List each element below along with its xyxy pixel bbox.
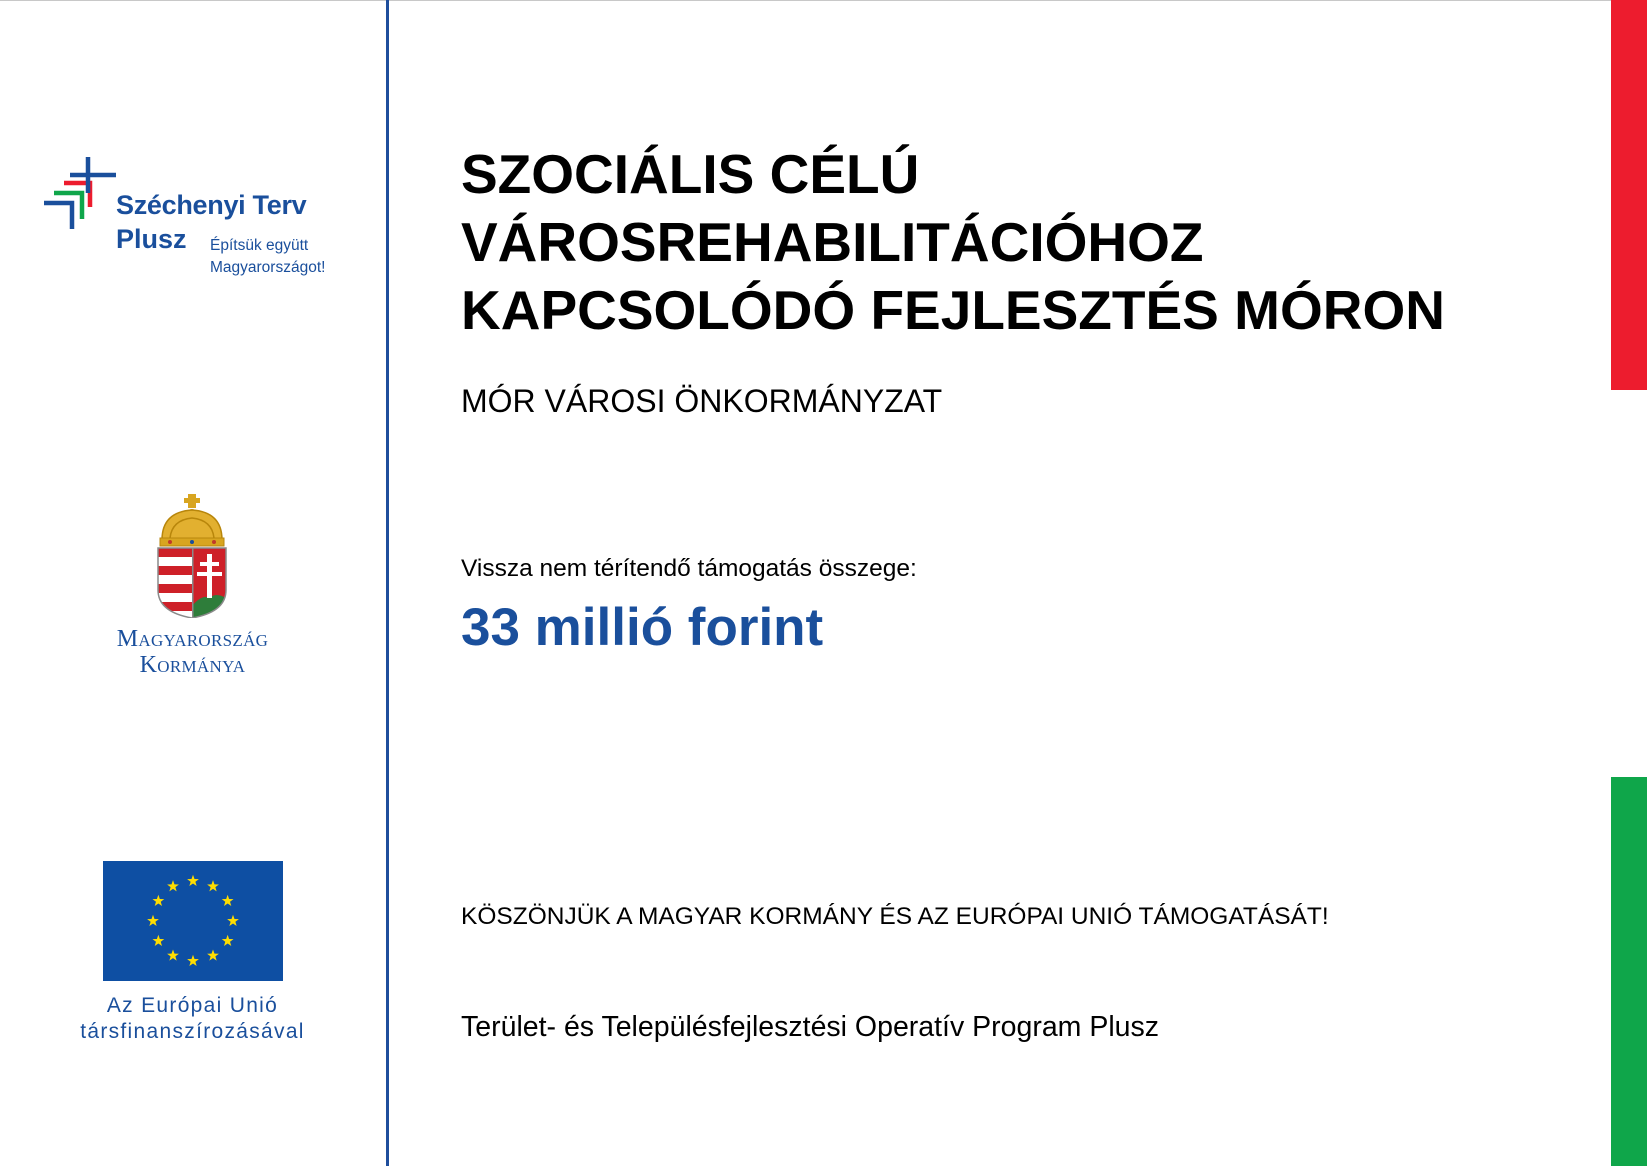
- hungarian-coat-of-arms-icon: [156, 494, 228, 618]
- flag-stripe-green: [1611, 777, 1647, 1166]
- thanks-message: KÖSZÖNJÜK A MAGYAR KORMÁNY ÉS AZ EURÓPAI UNIÓ TÁMOGATÁSÁT!: [461, 903, 1329, 930]
- support-amount-label: Vissza nem térítendő támogatás összege:: [461, 555, 917, 582]
- eu-flag-icon: [103, 861, 283, 981]
- slogan-line-2: Magyarországot!: [210, 259, 326, 276]
- slogan-line-1: Építsük együtt: [210, 237, 309, 254]
- beneficiary-name: MÓR VÁROSI ÖNKORMÁNYZAT: [461, 383, 943, 419]
- program-name: Terület- és Településfejlesztési Operatív Program Plusz: [461, 1011, 1160, 1043]
- top-border: [0, 0, 1647, 1]
- project-title: [461, 140, 1445, 344]
- eu-cofinancing-text: [40, 993, 345, 1045]
- szechenyi-logo-plusz: Plusz: [116, 224, 187, 254]
- project-title-line: KAPCSOLÓDÓ FEJLESZTÉS MÓRON: [461, 279, 1445, 341]
- szechenyi-terv-plusz-logo: [44, 157, 364, 277]
- government-logo-text: [60, 626, 325, 678]
- szechenyi-logo-name: Széchenyi Terv: [116, 190, 307, 220]
- eu-text-line-2: társfinanszírozásával: [80, 1020, 305, 1043]
- support-amount-value: 33 millió forint: [461, 598, 824, 657]
- project-title-line: SZOCIÁLIS CÉLÚ: [461, 143, 920, 205]
- government-line-1: Magyarország: [116, 626, 269, 652]
- vertical-divider: [386, 0, 389, 1166]
- project-title-line: VÁROSREHABILITÁCIÓHOZ: [461, 211, 1204, 273]
- flag-stripe-red: [1611, 0, 1647, 390]
- szechenyi-logo-slogan: [210, 235, 325, 279]
- szechenyi-cross-icon: [44, 157, 116, 229]
- eu-text-line-1: Az Európai Unió: [106, 994, 279, 1017]
- government-line-2: Kormánya: [139, 652, 246, 678]
